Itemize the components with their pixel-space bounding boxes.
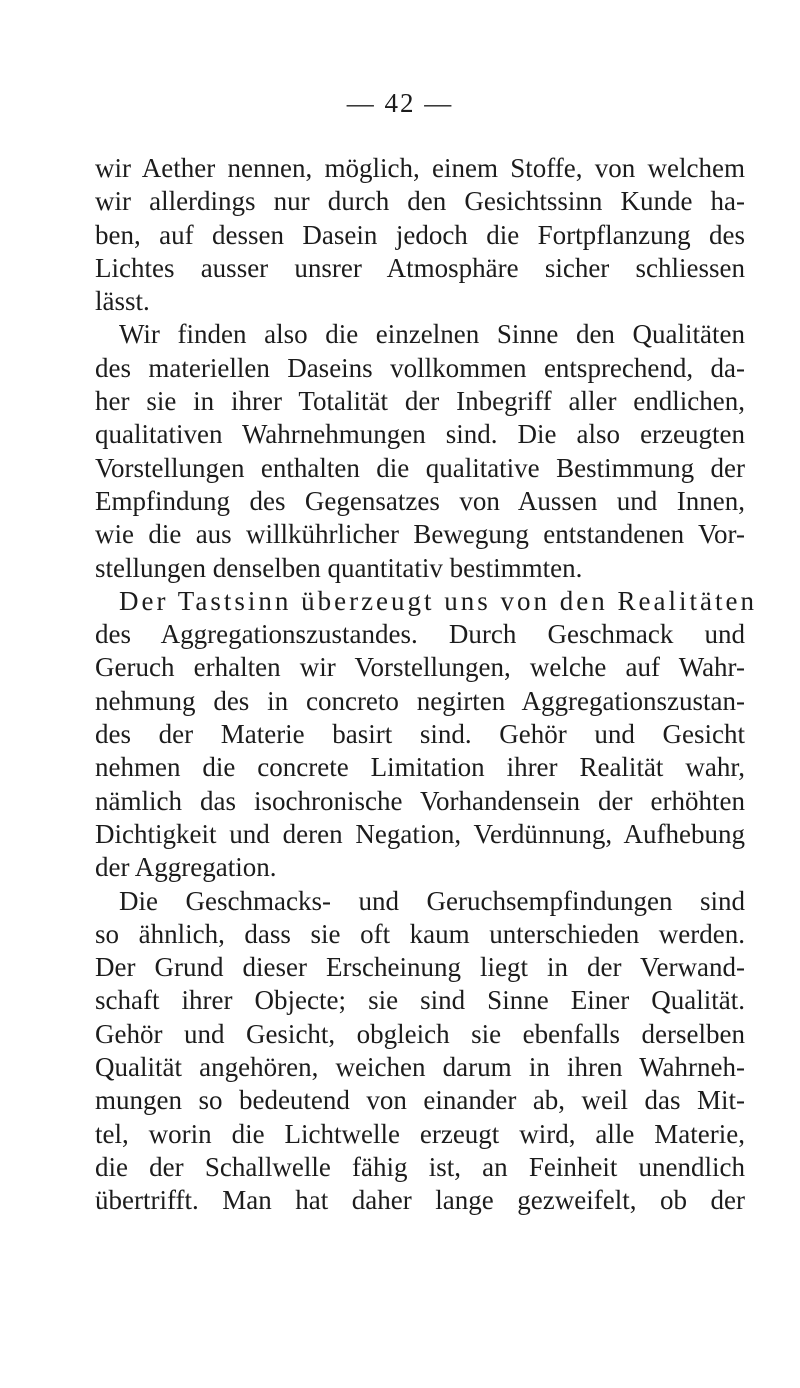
text-line: Vorstellungen enthalten die qualitative Bestimmung der: [95, 452, 745, 483]
page-number: — 42 —: [346, 88, 454, 118]
text-line: qualitativen Wahrnehmungen sind. Die also erzeugten: [95, 419, 745, 450]
text-line: Dichtigkeit und deren Negation, Verdünnung, Aufhebung: [95, 818, 745, 849]
text-line: die der Schallwelle fähig ist, an Feinheit unendlich: [95, 1151, 745, 1182]
text-line: Empfindung des Gegensatzes von Aussen und Innen,: [95, 485, 745, 516]
text-line: mungen so bedeutend von einander ab, weil das Mit-: [95, 1085, 745, 1116]
text-line: des der Materie basirt sind. Gehör und Gesicht: [95, 719, 745, 750]
text-line: lässt.: [95, 286, 150, 317]
text-line: stellungen denselben quantitativ bestimmten.: [95, 552, 583, 583]
text-line: her sie in ihrer Totalität der Inbegriff aller endlichen,: [95, 386, 745, 417]
text-line: schaft ihrer Objecte; sie sind Sinne Einer Qualität.: [95, 985, 745, 1016]
text-line: ben, auf dessen Dasein jedoch die Fortpflanzung des: [95, 219, 745, 250]
text-line: Gehör und Gesicht, obgleich sie ebenfalls derselben: [95, 1018, 745, 1049]
text-line: Qualität angehören, weichen darum in ihren Wahrneh-: [95, 1052, 745, 1083]
text-line: der Aggregation.: [95, 852, 277, 883]
text-line: tel, worin die Lichtwelle erzeugt wird, alle Materie,: [95, 1118, 745, 1149]
text-line: so ähnlich, dass sie oft kaum unterschieden werden.: [95, 918, 745, 949]
text-line: des Aggregationszustandes. Durch Geschmack und: [95, 619, 745, 650]
text-line: wie die aus willkührlicher Bewegung entstandenen Vor-: [95, 519, 745, 550]
text-line: Der Grund dieser Erscheinung liegt in der Verwand-: [95, 952, 745, 983]
text-line: nehmung des in concreto negirten Aggregationszustan-: [95, 685, 745, 716]
text-line: übertrifft. Man hat daher lange gezweifelt, ob der: [95, 1185, 745, 1216]
text-line: wir allerdings nur durch den Gesichtssinn Kunde ha-: [95, 186, 745, 217]
text-line: Lichtes ausser unsrer Atmosphäre sicher schliessen: [95, 252, 745, 283]
text-line: nehmen die concrete Limitation ihrer Realität wahr,: [95, 752, 745, 783]
text-line: Wir finden also die einzelnen Sinne den Qualitäten: [119, 319, 745, 350]
text-line: Der Tastsinn überzeugt uns von den Realitäten: [119, 585, 757, 616]
text-line: Geruch erhalten wir Vorstellungen, welche auf Wahr-: [95, 652, 745, 683]
body-text: [95, 152, 757, 1218]
text-line: wir Aether nennen, möglich, einem Stoffe, von welchem: [95, 153, 745, 183]
text-line: Die Geschmacks- und Geruchsempfindungen sind: [119, 885, 745, 916]
text-line: nämlich das isochronische Vorhandensein der erhöhten: [95, 785, 745, 816]
text-line: des materiellen Daseins vollkommen entsprechend, da-: [95, 352, 745, 383]
